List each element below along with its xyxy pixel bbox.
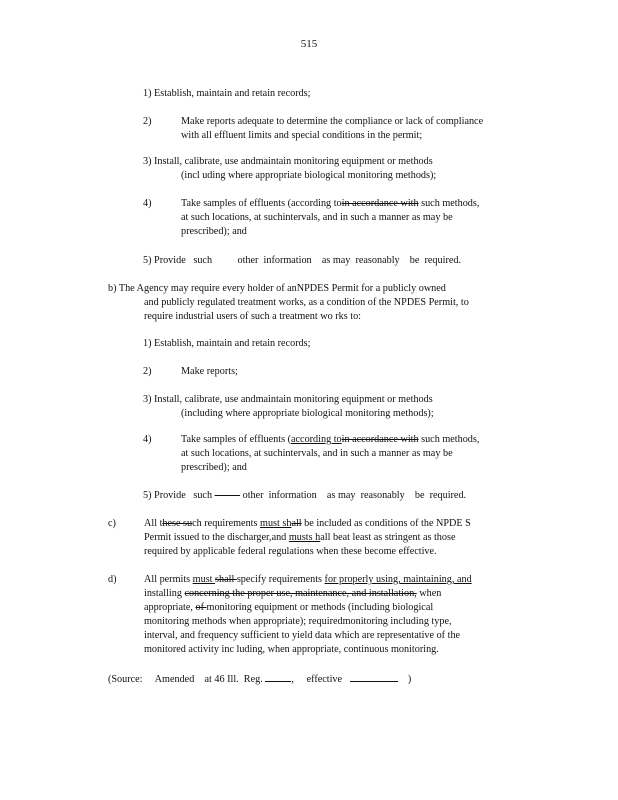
list2-item-4-text-b: such methods, — [418, 434, 480, 445]
source-reg-blank — [265, 672, 291, 682]
subsection-d-strike-1: shall — [215, 574, 237, 585]
list2-item-4-number: 4) — [143, 434, 152, 445]
list2-item-5-text-a: 5) Provide such — [143, 490, 215, 501]
source-note — [108, 672, 411, 686]
list2-item-5-text-b: other information as may reasonably be required. — [240, 490, 467, 501]
list1-item-3-line-2: (incl uding where appropriate biological monitoring methods); — [181, 170, 437, 181]
list2-item-4-underline: according to — [291, 434, 342, 445]
subsection-b-line-3: require industrial users of such a treatment wo rks to: — [144, 311, 361, 322]
subsection-c-underline-2: musts h — [288, 532, 321, 543]
list1-item-5 — [143, 254, 461, 268]
list1-item-2 — [143, 115, 483, 143]
subsection-d-underline-1: must — [192, 574, 216, 585]
subsection-d-underline-2: for properly using, maintaining, and — [324, 574, 472, 585]
list2-item-4-text-a: Take samples of effluents ( — [181, 434, 291, 445]
subsection-c-line-3: required by applicable federal regulations when these become effective. — [144, 546, 437, 557]
subsection-d-text-a: All permits — [144, 574, 193, 585]
subsection-c — [108, 517, 471, 559]
list1-item-4-text-a: Take samples of effluents (according to — [181, 198, 342, 209]
list2-item-5 — [143, 489, 466, 503]
list1-item-4-strike: in accordance with — [341, 198, 419, 209]
subsection-b-line-1: b) The Agency may require every holder of anNPDES Permit for a publicly owned — [108, 283, 446, 294]
list1-item-3 — [143, 155, 436, 183]
subsection-d — [108, 573, 472, 657]
page-number: 515 — [300, 38, 318, 50]
subsection-c-strike-2: all — [291, 518, 302, 529]
subsection-c-text-b: ch requirements — [192, 518, 261, 529]
source-note-text-a: (Source: Amended at 46 Ill. Reg. — [108, 674, 263, 685]
subsection-c-text-a: All t — [144, 518, 163, 529]
subsection-b — [108, 282, 469, 324]
subsection-d-text-b: specify requirements — [236, 574, 325, 585]
subsection-c-strike-1: hese su — [162, 518, 193, 529]
list2-item-2 — [143, 365, 238, 379]
list2-item-5-strike — [215, 490, 240, 501]
list2-item-4-line-3: prescribed); and — [181, 462, 247, 473]
subsection-d-line-3-a: appropriate, — [144, 602, 196, 613]
subsection-d-strike-3: of — [195, 602, 207, 613]
list1-item-4 — [143, 197, 479, 239]
subsection-d-line-3-b: monitoring equipment or methods (including biological — [206, 602, 434, 613]
subsection-d-number: d) — [108, 574, 117, 585]
list1-item-2-number: 2) — [143, 116, 152, 127]
list2-item-2-text: Make reports; — [181, 366, 238, 377]
list1-item-2-line-2: with all effluent limits and special conditions in the permit; — [181, 130, 423, 141]
subsection-c-line-2-b: all beat least as stringent as those — [320, 532, 456, 543]
list1-item-1-text: 1) Establish, maintain and retain records; — [143, 88, 311, 99]
list1-item-4-line-3: prescribed); and — [181, 226, 247, 237]
list1-item-1 — [143, 87, 310, 101]
source-note-text-b: , effective — [291, 674, 343, 685]
subsection-c-number: c) — [108, 518, 116, 529]
list1-item-2-line-1: Make reports adequate to determine the compliance or lack of compliance — [181, 116, 484, 127]
source-note-text-c: ) — [407, 674, 412, 685]
list2-item-4-strike: in accordance with — [341, 434, 419, 445]
list2-item-3-line-2: (including where appropriate biological monitoring methods); — [181, 408, 434, 419]
list1-item-3-line-1: 3) Install, calibrate, use andmaintain monitoring equipment or methods — [143, 156, 433, 167]
subsection-d-line-2-b: when — [416, 588, 442, 599]
list2-item-2-number: 2) — [143, 366, 152, 377]
subsection-d-strike-2: concerning the proper use, maintenance, and installation, — [184, 588, 417, 599]
list1-item-5-text: 5) Provide such other information as may reasonably be required. — [143, 255, 461, 266]
list2-item-3-line-1: 3) Install, calibrate, use andmaintain monitoring equipment or methods — [143, 394, 433, 405]
subsection-c-underline-1: must sh — [260, 518, 292, 529]
subsection-c-line-2-a: Permit issued to the discharger,and — [144, 532, 289, 543]
list2-item-4-line-2: at such locations, at suchintervals, and in such a manner as may be — [181, 448, 453, 459]
list2-item-4 — [143, 433, 479, 475]
source-date-blank — [350, 672, 398, 682]
list2-item-1 — [143, 337, 310, 351]
subsection-d-line-5: interval, and frequency sufficient to yield data which are representative of the — [144, 630, 461, 641]
subsection-d-line-2-a: installing — [144, 588, 185, 599]
list2-item-1-text: 1) Establish, maintain and retain records; — [143, 338, 311, 349]
subsection-c-text-c: be included as conditions of the NPDE S — [301, 518, 471, 529]
list1-item-4-number: 4) — [143, 198, 152, 209]
list2-item-3 — [143, 393, 434, 421]
subsection-d-line-4: monitoring methods when appropriate); requiredmonitoring including type, — [144, 616, 452, 627]
list1-item-4-line-2: at such locations, at suchintervals, and in such a manner as may be — [181, 212, 453, 223]
list1-item-4-text-b: such methods, — [418, 198, 480, 209]
subsection-b-line-2: and publicly regulated treatment works, as a condition of the NPDES Permit, to — [144, 297, 469, 308]
subsection-d-line-6: monitored activity inc luding, when appropriate, continuous monitoring. — [144, 644, 439, 655]
